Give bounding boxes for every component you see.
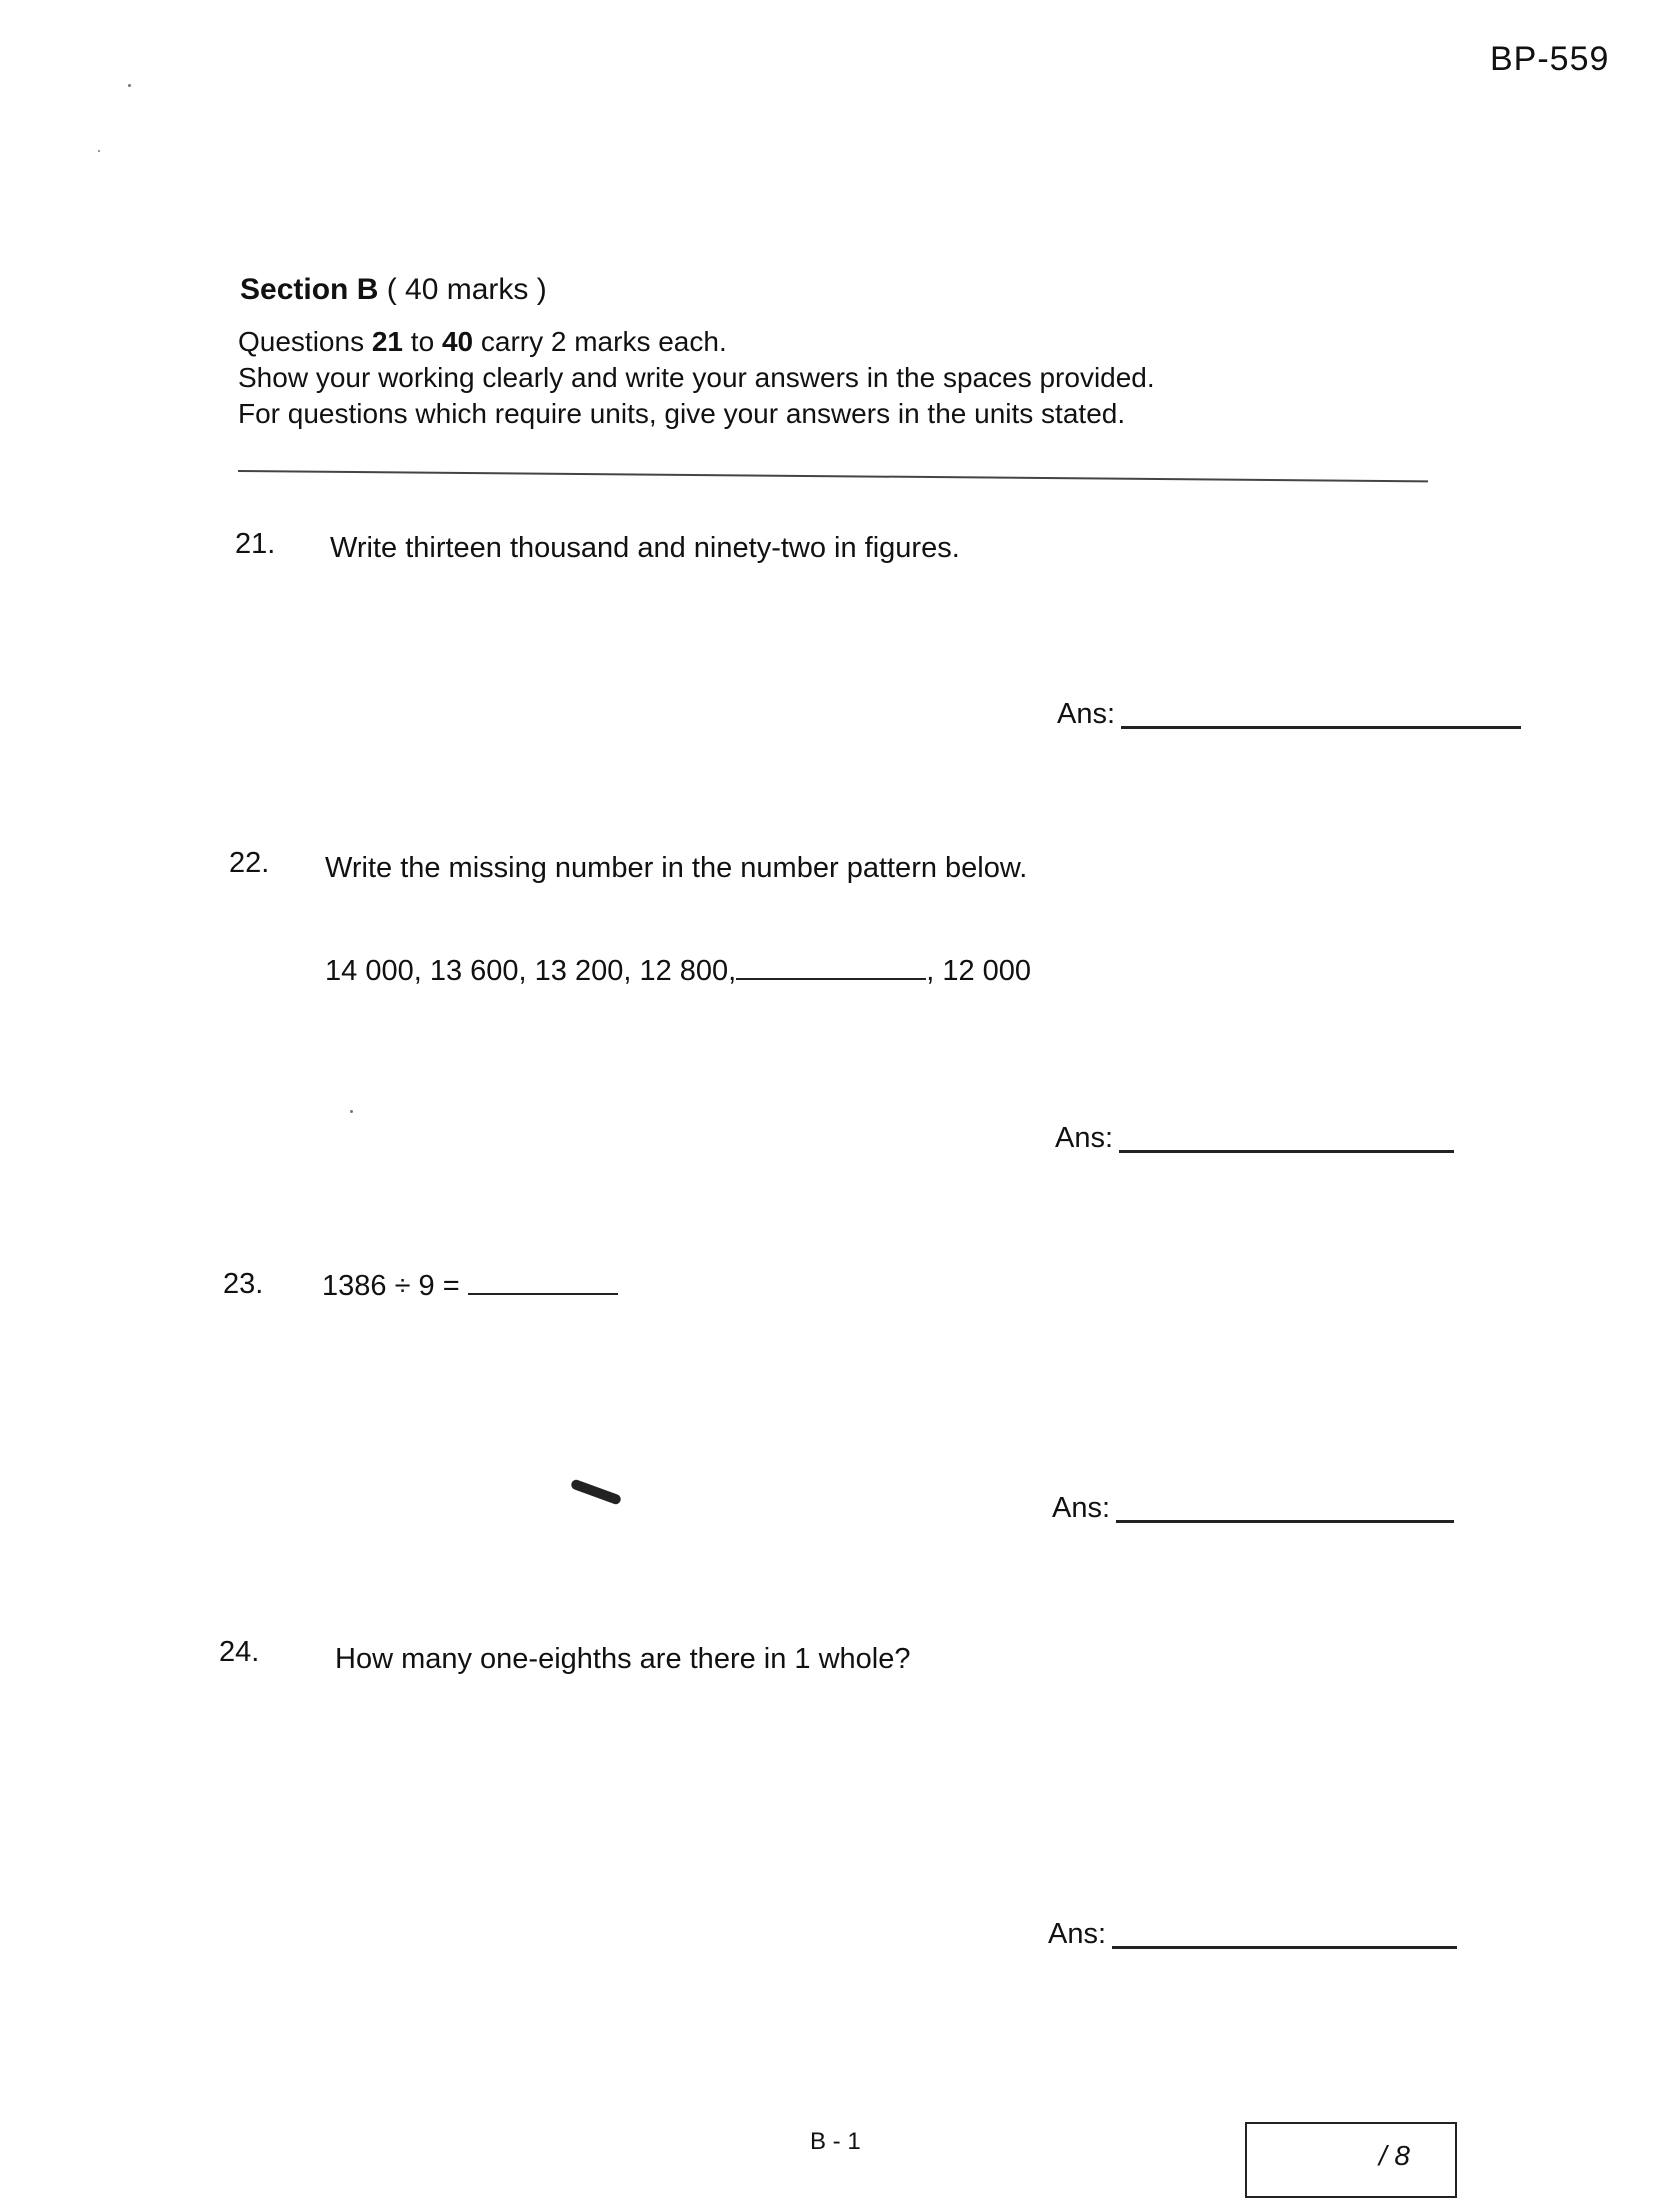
answer-line[interactable] [1119, 1150, 1454, 1153]
score-total: / 8 [1378, 2140, 1410, 2171]
answer-line[interactable] [1121, 726, 1521, 729]
question-text: How many one-eighths are there in 1 whole? [335, 1643, 911, 1675]
paper-code: BP-559 [1490, 40, 1610, 78]
question-text: Write thirteen thousand and ninety-two in figures. [330, 532, 960, 564]
pattern-end: , 12 000 [926, 955, 1032, 987]
instruction-start-q: 21 [371, 326, 404, 357]
answer-label: Ans: [1052, 1492, 1111, 1524]
pattern-blank[interactable] [736, 956, 926, 980]
answer-label: Ans: [1057, 698, 1116, 730]
answer-row [1055, 1122, 1454, 1155]
instruction-text: carry 2 marks each. [473, 326, 727, 357]
expression-text: 1386 ÷ 9 = [322, 1270, 460, 1302]
question-number: 24. [219, 1636, 260, 1668]
instruction-text: to [403, 326, 442, 357]
answer-row [1048, 1918, 1457, 1951]
instruction-text: Questions [238, 326, 372, 357]
question-text: Write the missing number in the number pattern below. [325, 852, 1028, 884]
section-name: Section B [240, 273, 379, 306]
page-number: B - 1 [810, 2128, 861, 2155]
scan-speck [128, 84, 131, 87]
pen-mark [570, 1478, 622, 1505]
answer-label: Ans: [1055, 1122, 1114, 1154]
instruction-end-q: 40 [441, 326, 474, 357]
answer-line[interactable] [1116, 1520, 1454, 1523]
pattern-start: 14 000, 13 600, 13 200, 12 800, [325, 955, 737, 987]
question-number: 23. [223, 1268, 264, 1300]
scan-speck [350, 1110, 353, 1113]
number-pattern [325, 955, 1031, 988]
question-number: 21. [235, 528, 276, 560]
answer-line[interactable] [1112, 1946, 1457, 1949]
answer-row [1052, 1492, 1454, 1525]
instruction-line-3: For questions which require units, give your answers in the units stated. [238, 398, 1126, 429]
section-marks: ( 40 marks ) [386, 273, 547, 306]
section-title [240, 273, 547, 307]
question-number: 22. [229, 847, 270, 879]
instruction-line-1 [238, 326, 727, 358]
answer-label: Ans: [1048, 1918, 1107, 1950]
score-box [1245, 2122, 1457, 2198]
division-expression [322, 1270, 618, 1303]
answer-row [1057, 698, 1521, 731]
section-divider [238, 470, 1428, 482]
expression-blank[interactable] [468, 1271, 618, 1295]
scan-speck [98, 150, 100, 152]
instruction-line-2: Show your working clearly and write your answers in the spaces provided. [238, 362, 1155, 393]
